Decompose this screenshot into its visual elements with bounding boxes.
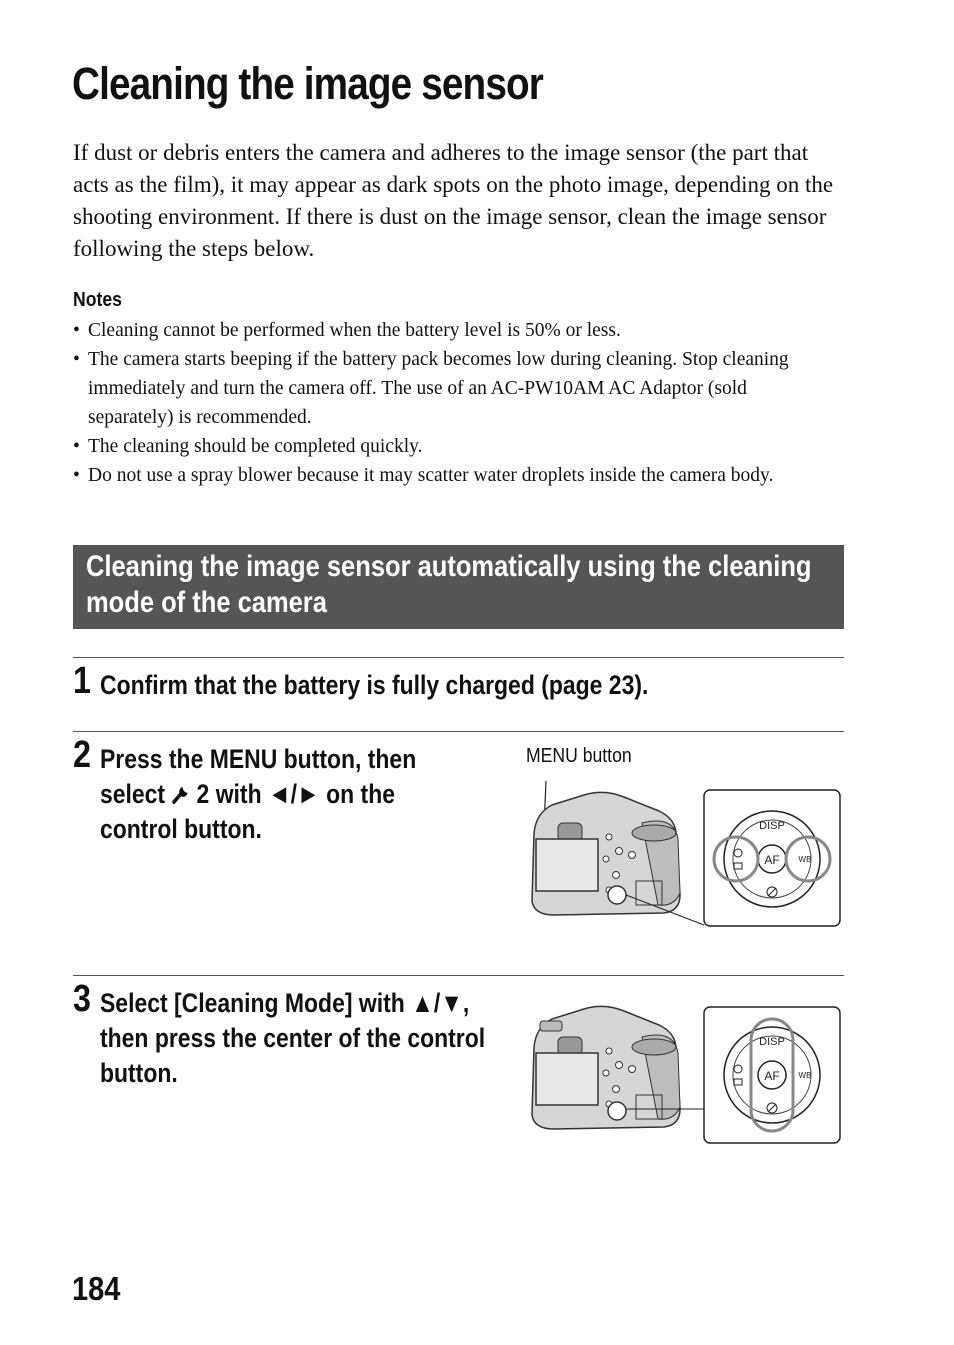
section-banner (73, 545, 844, 629)
step-1-number: 1 (73, 660, 91, 702)
dial-label-wb: WB (798, 1071, 812, 1080)
step-2-number: 2 (73, 734, 91, 776)
dial-label-wb: WB (798, 855, 812, 864)
notes-list (73, 316, 833, 490)
step-divider (73, 731, 844, 732)
step-3-number: 3 (73, 978, 91, 1020)
notes-heading: Notes (73, 289, 122, 311)
step-divider (73, 657, 844, 658)
dial-label-af: AF (764, 1069, 780, 1083)
note-item: • Do not use a spray blower because it may scatter water droplets inside the camera body. (73, 461, 833, 490)
note-item: • The cleaning should be completed quickly. (73, 432, 833, 461)
page-number: 184 (72, 1270, 121, 1307)
step-2-text-part2: 2 with ◄/► on the control button. (100, 779, 395, 844)
camera-illustration-step-2 (524, 775, 846, 935)
section-heading: Cleaning the image sensor automatically using the cleaning mode of the camera (86, 550, 812, 619)
menu-button-caption: MENU button (526, 745, 632, 767)
step-divider (73, 975, 844, 976)
step-1-text: Confirm that the battery is fully charged (page 23). (100, 670, 649, 700)
note-item: • Cleaning cannot be performed when the battery level is 50% or less. (73, 316, 833, 345)
step-2-text-part1: Press the MENU button, then select (100, 744, 417, 809)
step-3-text: Select [Cleaning Mode] with ▲/▼, then press the center of the control button. (100, 988, 486, 1088)
intro-paragraph: If dust or debris enters the camera and adheres to the image sensor (the part that acts as the film), it may appear as dark spots on the photo image, depending on the shooting environment. If there is dust on the image sensor, clean the image sensor following the steps below. (73, 140, 834, 261)
camera-illustration-step-3 (524, 997, 846, 1149)
wrench-icon (171, 779, 190, 809)
step-2-text (100, 742, 478, 847)
dial-label-disp: DISP (759, 1036, 785, 1048)
dial-label-disp: DISP (759, 820, 785, 832)
page-title: Cleaning the image sensor (72, 58, 543, 109)
note-item: • The camera starts beeping if the battery pack becomes low during cleaning. Stop cleaning immediately and turn the camera off. The use of an AC-PW10AM AC Adaptor (sold separately) is recommended. (73, 345, 833, 432)
dial-label-af: AF (764, 853, 780, 867)
